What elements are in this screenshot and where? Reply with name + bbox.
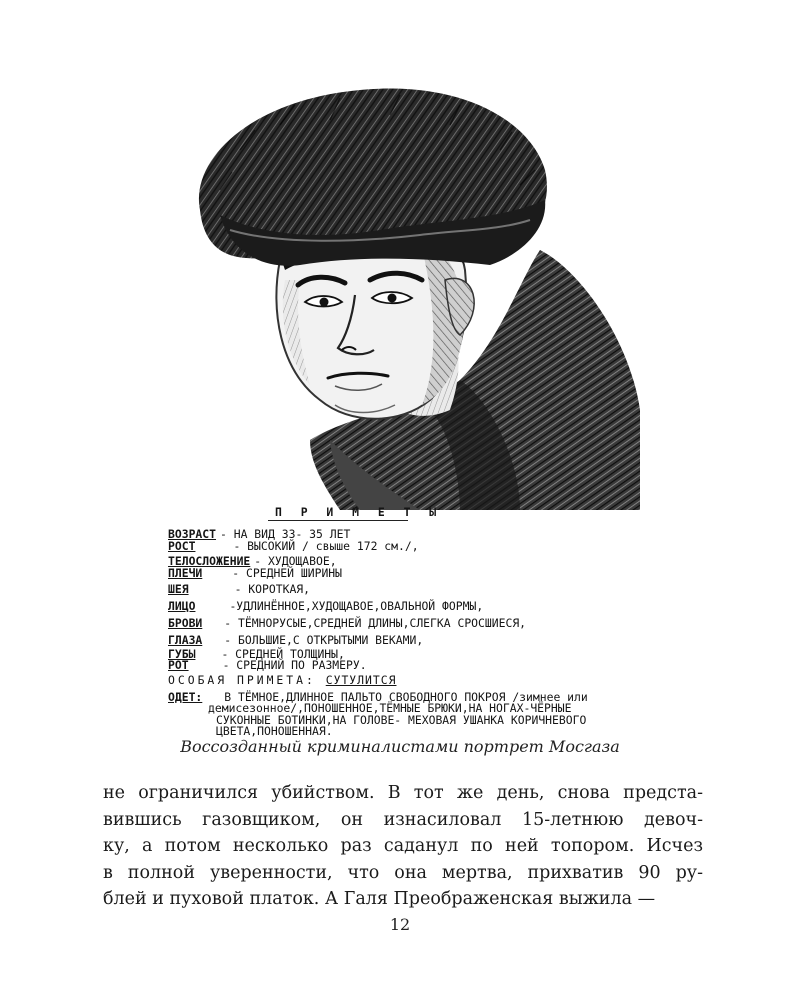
row-key: РОСТ <box>168 539 196 553</box>
row-value: - СРЕДНИЙ ПО РАЗМЕРУ. <box>222 658 367 672</box>
row-value: - ВЫСОКИЙ / свыше 172 см./, <box>233 539 419 553</box>
body-line: в полной уверенности, что она мертва, прихватив 90 ру- <box>103 862 703 883</box>
body-line: вившись газовщиком, он изнасиловал 15-летнюю девоч- <box>103 809 703 830</box>
row-key: ГУБЫ <box>168 647 196 661</box>
special-mark-row <box>168 673 396 688</box>
row-key: ТЕЛОСЛОЖЕНИЕ <box>168 554 251 568</box>
row-key: ПЛЕЧИ <box>168 566 203 580</box>
suspect-portrait-sketch <box>160 80 640 510</box>
sheet-row <box>168 539 419 554</box>
clothes-line: ЦВЕТА,ПОНОШЕННАЯ. <box>216 724 333 738</box>
row-value: - КОРОТКАЯ, <box>234 582 311 596</box>
row-key: ГЛАЗА <box>168 633 203 647</box>
row-value: - НА ВИД 33- 35 ЛЕТ <box>220 527 351 541</box>
sheet-row <box>168 582 310 597</box>
special-mark-value: СУТУЛИТСЯ <box>325 673 397 687</box>
row-value: - БОЛЬШИЕ,С ОТКРЫТЫМИ ВЕКАМИ, <box>224 633 424 647</box>
clothes-line: СУКОННЫЕ БОТИНКИ,НА ГОЛОВЕ- МЕХОВАЯ УШАНКА КОРИЧНЕВОГО <box>216 713 587 727</box>
row-key: БРОВИ <box>168 616 203 630</box>
sheet-heading: П Р И М Е Т Ы <box>275 505 443 519</box>
row-value: - ХУДОЩАВОЕ, <box>254 554 337 568</box>
sheet-row <box>168 599 483 614</box>
page-number: 12 <box>389 915 411 934</box>
descriptor-sheet <box>160 505 660 738</box>
clothes-key: ОДЕТ: <box>168 690 203 704</box>
sheet-row <box>168 566 342 581</box>
special-mark-label: ОСОБАЯ ПРИМЕТА: <box>168 673 316 687</box>
row-value: - СРЕДНЕЙ ШИРИНЫ <box>232 566 343 580</box>
row-key: ВОЗРАСТ <box>168 527 217 541</box>
body-paragraph <box>103 780 703 913</box>
row-value: - СРЕДНЕЙ ТОЛЩИНЫ, <box>221 647 345 661</box>
body-line: ку, а потом несколько раз саданул по ней топором. Исчез <box>103 836 703 856</box>
row-key: ШЕЯ <box>168 582 189 596</box>
body-line: блей и пуховой платок. А Галя Преображенская выжила — <box>103 889 656 909</box>
row-value: -УДЛИНЁННОЕ,ХУДОЩАВОЕ,ОВАЛЬНОЙ ФОРМЫ, <box>229 599 484 613</box>
figure-caption: Воссозданный криминалистами портрет Мосгаза <box>180 737 620 756</box>
heading-underline <box>268 520 408 521</box>
clothes-line: демисезонное/,ПОНОШЕННОЕ,ТЁМНЫЕ БРЮКИ,НА НОГАХ-ЧЁРНЫЕ <box>208 701 572 715</box>
row-value: - ТЁМНОРУСЫЕ,СРЕДНЕЙ ДЛИНЫ,СЛЕГКА СРОСШИЕСЯ, <box>224 616 527 630</box>
row-key: ЛИЦО <box>168 599 196 613</box>
sheet-row <box>168 658 367 673</box>
row-key: РОТ <box>168 658 189 672</box>
sheet-row <box>168 633 423 648</box>
body-line: не ограничился убийством. В тот же день, снова предста- <box>103 783 703 803</box>
sheet-row <box>168 616 526 631</box>
clothes-line: В ТЁМНОЕ,ДЛИННОЕ ПАЛЬТО СВОБОДНОГО ПОКРОЯ /зимнее или <box>224 690 588 704</box>
